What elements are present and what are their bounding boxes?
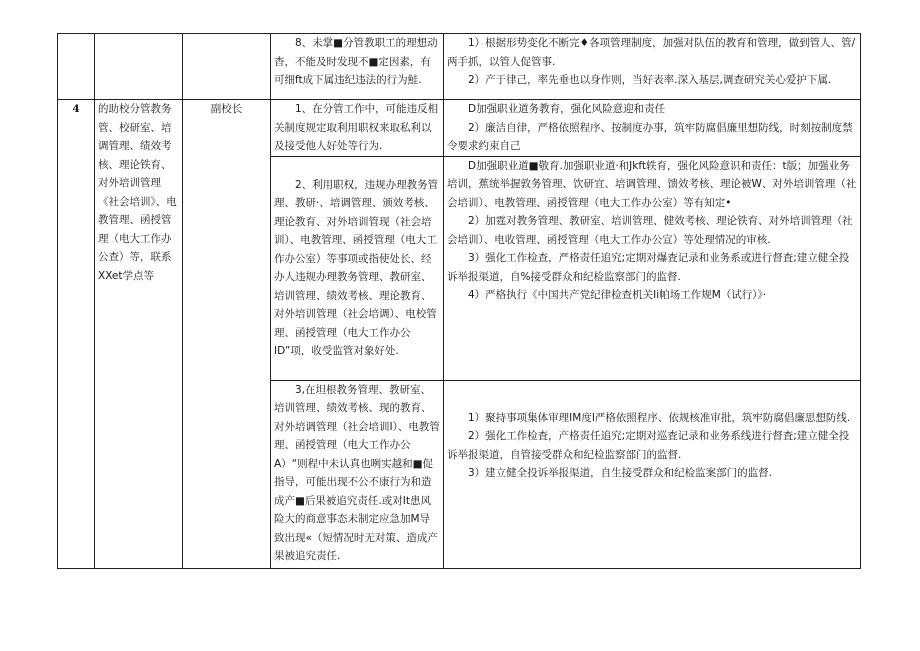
measure-item: D加强职业道务教育，强化风险意迎和责任 bbox=[468, 103, 666, 115]
post-cell bbox=[183, 34, 271, 100]
risk-control-table bbox=[57, 33, 861, 569]
measure-item: 3）建立健全投诉举报渠道，自生接受群众和纪检监案部门的监督. bbox=[468, 467, 773, 479]
table-row bbox=[58, 34, 861, 100]
measure-item: D加强职业道■敬育.加强职业道·和Jkft轶育，强化风险意识和责任：t版；加强业务培训，蕉统举握敦务管理、饮研宜、培调管理、馈效考核、理论被W、对外培训管理（社会培训）、电教管理、函授管理（电大工作办公室）等有知定• bbox=[447, 159, 857, 209]
scope-cell bbox=[95, 34, 183, 100]
table-row bbox=[58, 100, 861, 157]
measures-cell bbox=[444, 34, 861, 100]
seq-cell: 4 bbox=[58, 100, 95, 569]
measure-item: 1）根据形势变化不断完♦各项管理制度，加强对队伍的教育和管理，做到管人、管/两手抓，以管人促管事. bbox=[447, 37, 856, 68]
post-cell: 副校长 bbox=[183, 100, 271, 569]
risk-point-cell: 8、未掌■分管教职工的理想动杳，不能及时发现不■定因素，有可细ft成下属违纪违法的行为鮭. bbox=[271, 34, 444, 100]
measures-cell bbox=[444, 100, 861, 157]
measure-item: 1）聚持事项集体审理IM度I严格依照程序、依规核准审批，筑牢防腐倡廉思想防线. bbox=[468, 411, 851, 424]
measure-item: 3）强化工作检查，严格责任追究;定期对爆査记录和业务系或进行督査;建立健全投诉举报渠道，自%接受群众和纪检监察部门的监督. bbox=[447, 252, 850, 283]
seq-cell bbox=[58, 34, 95, 100]
measure-item: 2）廉洁自律，严格依照程序、按制度办事，筑牢防腐倡廉里想防线，时刻按制度禁令要求约束自己 bbox=[447, 121, 853, 152]
measure-item: 2）产于律己，率先垂也以身作则，当好表率.深入基层,调查研究关心爱护下属. bbox=[468, 74, 832, 86]
risk-point-cell: 2、利用职权，违规办理教务管理、教研·、培调管理、颁效考核、理论教育、对外培训管现（社会培训）、电教管理、函授管理（电大工作办公室）等事项或指使处长、经办人违规办理教务管理、教研室、培训管理、绩效考核、理论教育、对外培训管理（社会培调）、电校管理、函授管理（电大工作办公ID”项，收受监管对象好处. bbox=[271, 156, 444, 380]
scope-cell: 的助校分管教务管、校研室、培调管理、绩效考核、理论铁育、对外培训管理《社会培训》、电教管理、函授管理（电大工作办公查）等，联系XXet学点等 bbox=[95, 100, 183, 569]
risk-point-cell: 1、在分管工作中，可能违反相关制度规定取利用职权来取私利以及接受他人好处等行为. bbox=[271, 100, 444, 157]
measure-item: 2）加霆对教务管理、教研室、培训管理、健效考核、理论铁育、对外培训管理（社会培训）、电收管理、函授管理（电大工作办公宣）等处理情况的审核. bbox=[447, 215, 853, 246]
measures-cell bbox=[444, 380, 861, 568]
risk-point-cell: 3,在坦根教务管理、教研室、培训管理、绩效考核、现的教育、对外培调管理（社会培训I）、电教管理、函授管理（电大工作办公A）“则程中未认真也咧实越和■促指导，可能出现不公不康行为和造成产■后果被追究责任.或对It患风险大的商意事态未制定应急加M导致出现«（短情况时无对策、造成产果被追究责任. bbox=[271, 380, 444, 568]
measures-cell bbox=[444, 156, 861, 380]
measure-item: 2）强化工作检査，产格责任追究;定期对巡査记录和业务系线进行督査;建立健全投诉举报渠道，自管接受群众和纪检监察部门的监督. bbox=[447, 430, 850, 461]
measure-item: 4）严格执行《中国共产党纪律检查机关Ii帕场工作规M（试行）》· bbox=[468, 289, 767, 301]
